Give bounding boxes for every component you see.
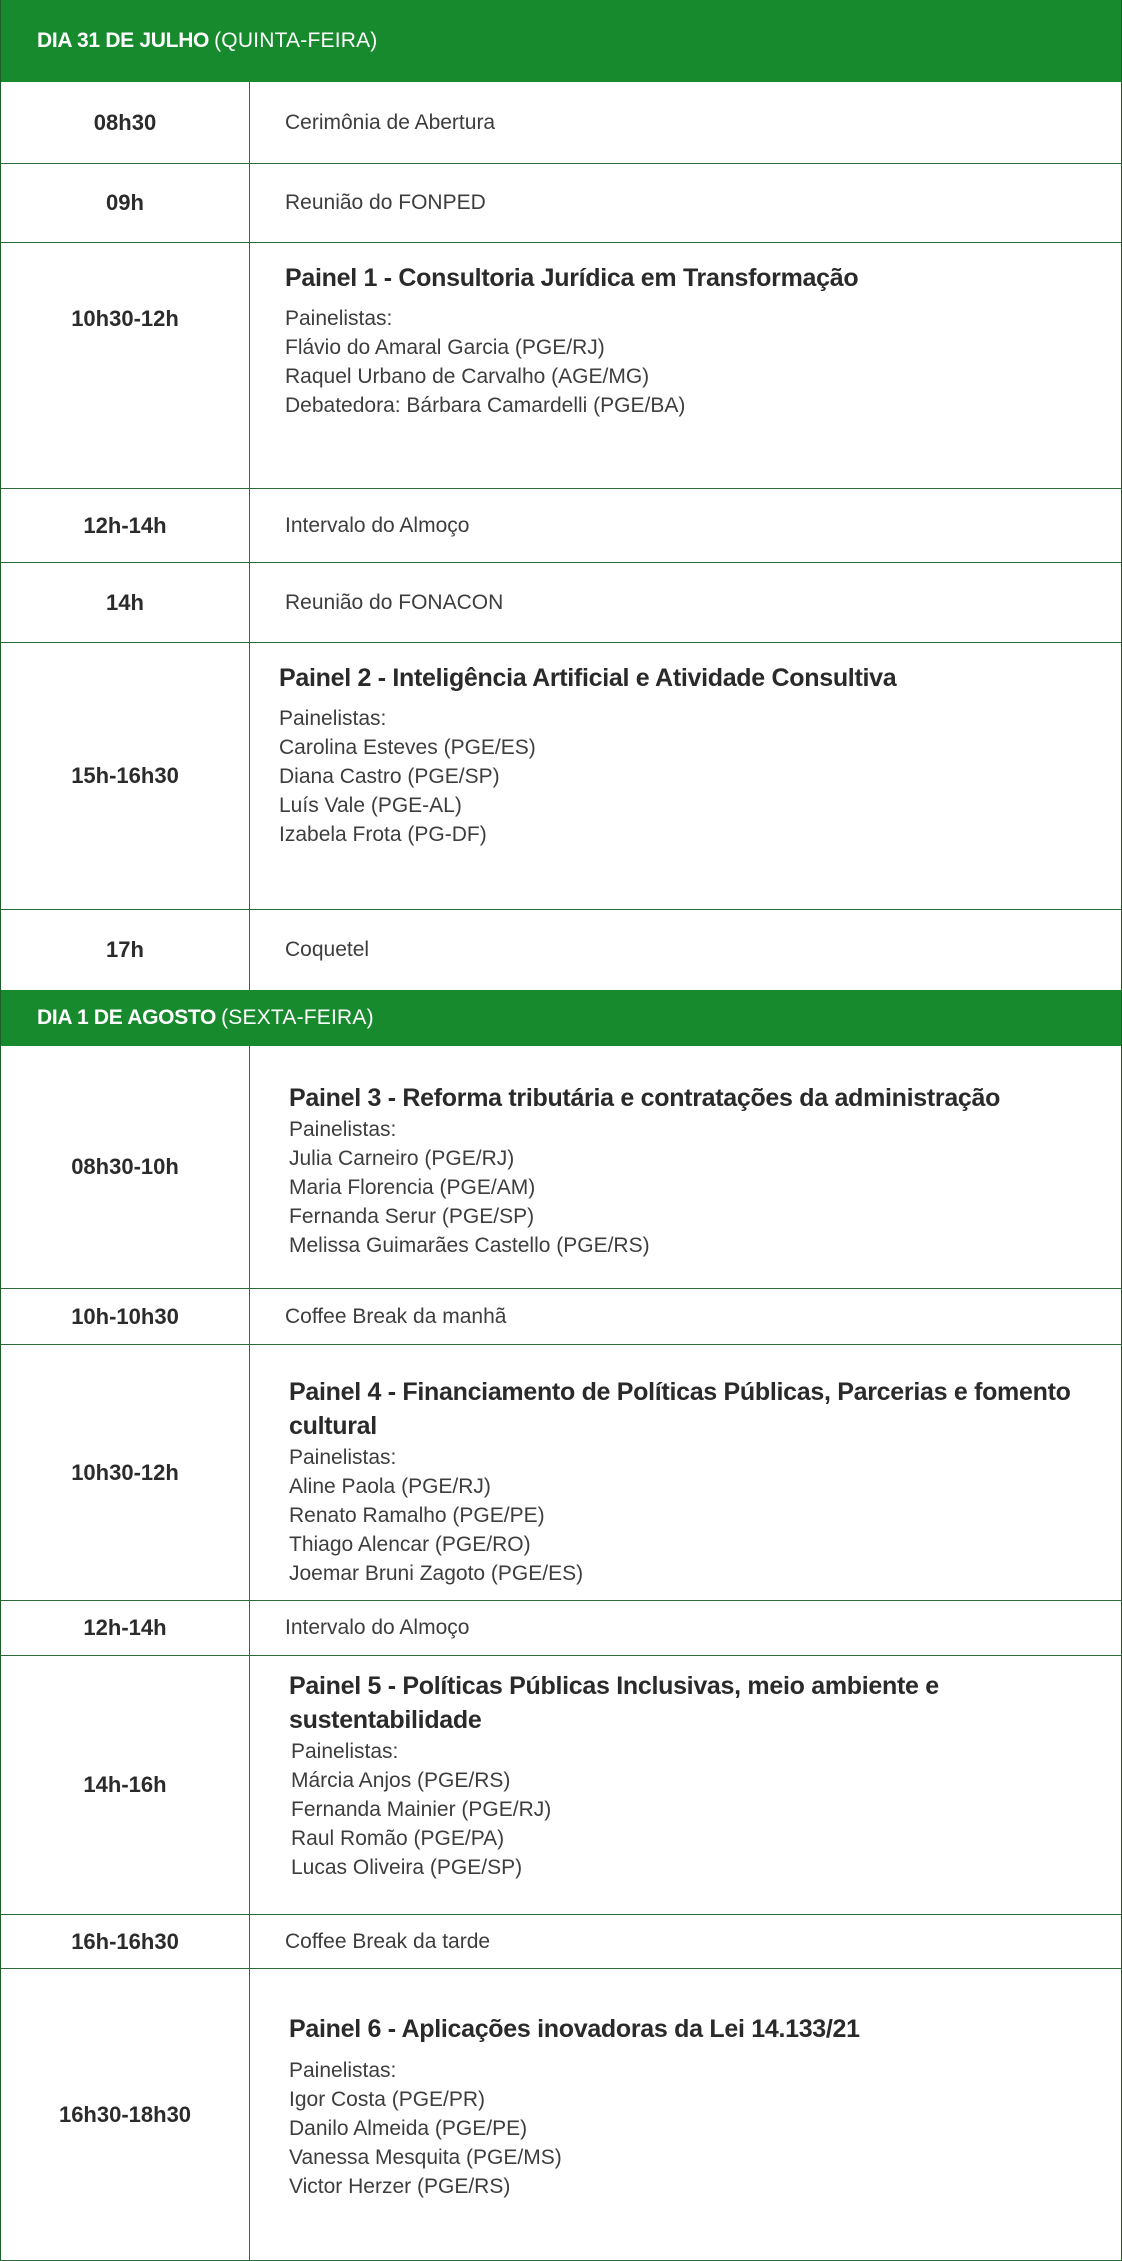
panelist-name: Vanessa Mesquita (PGE/MS) xyxy=(289,2146,562,2169)
panelists-label: Painelistas: xyxy=(285,307,393,330)
panelist-name: Melissa Guimarães Castello (PGE/RS) xyxy=(289,1234,650,1257)
panelist-name: Raquel Urbano de Carvalho (AGE/MG) xyxy=(285,365,650,388)
panelist-name: Thiago Alencar (PGE/RO) xyxy=(289,1533,531,1556)
time-cell: 10h-10h30 xyxy=(1,1289,250,1344)
schedule-row xyxy=(0,1601,1122,1656)
time-cell: 12h-14h xyxy=(1,489,250,562)
time-cell: 10h30-12h xyxy=(1,1345,250,1600)
schedule-row xyxy=(0,563,1122,643)
schedule-row xyxy=(0,1289,1122,1345)
panel-title: Painel 5 - Políticas Públicas Inclusivas, meio ambiente e sustentabilidade xyxy=(289,1672,939,1734)
schedule-row xyxy=(0,243,1122,489)
schedule-row xyxy=(0,164,1122,243)
panelist-name: Lucas Oliveira (PGE/SP) xyxy=(291,1856,523,1879)
time-cell: 10h30-12h xyxy=(1,243,250,488)
activity-cell xyxy=(250,164,1121,242)
panelist-name: Joemar Bruni Zagoto (PGE/ES) xyxy=(289,1562,584,1585)
activity-text: Reunião do FONPED xyxy=(285,191,486,214)
time-cell: 09h xyxy=(1,164,250,242)
schedule-row xyxy=(0,1969,1122,2261)
panel-title: Painel 6 - Aplicações inovadoras da Lei 14.133/21 xyxy=(289,2015,860,2043)
schedule-row xyxy=(0,1345,1122,1601)
day-weekday: (QUINTA-FEIRA) xyxy=(214,29,378,52)
activity-text: Coffee Break da manhã xyxy=(285,1304,507,1328)
panelist-name: Carolina Esteves (PGE/ES) xyxy=(279,736,536,759)
panelist-name: Flávio do Amaral Garcia (PGE/RJ) xyxy=(285,336,605,359)
panelists-label: Painelistas: xyxy=(289,1118,397,1141)
panelist-name: Diana Castro (PGE/SP) xyxy=(279,765,500,788)
time-cell: 12h-14h xyxy=(1,1601,250,1655)
activity-text: Cerimônia de Abertura xyxy=(285,110,496,134)
panelist-name: Fernanda Mainier (PGE/RJ) xyxy=(291,1798,552,1821)
panel-cell xyxy=(250,243,1121,488)
panelist-name: Renato Ramalho (PGE/PE) xyxy=(289,1504,545,1527)
panel-cell xyxy=(250,1969,1121,2260)
schedule-row xyxy=(0,489,1122,563)
time-cell: 15h-16h30 xyxy=(1,643,250,909)
time-cell: 14h xyxy=(1,563,250,642)
schedule-row xyxy=(0,1656,1122,1915)
panelists-label: Painelistas: xyxy=(289,1446,397,1469)
time-cell: 08h30 xyxy=(1,82,250,163)
activity-text: Intervalo do Almoço xyxy=(285,1616,470,1639)
panelist-name: Fernanda Serur (PGE/SP) xyxy=(289,1205,535,1228)
panelists-label: Painelistas: xyxy=(291,1740,399,1763)
panelist-name: Debatedora: Bárbara Camardelli (PGE/BA) xyxy=(285,394,686,417)
panelist-name: Maria Florencia (PGE/AM) xyxy=(289,1176,536,1199)
panelist-name: Raul Romão (PGE/PA) xyxy=(291,1827,505,1850)
panel-title: Painel 2 - Inteligência Artificial e Atividade Consultiva xyxy=(279,664,897,692)
time-cell: 17h xyxy=(1,910,250,990)
activity-cell xyxy=(250,1601,1121,1655)
panelists-label: Painelistas: xyxy=(289,2059,397,2082)
panelist-name: Aline Paola (PGE/RJ) xyxy=(289,1475,491,1498)
schedule-row xyxy=(0,910,1122,990)
day-title: DIA 31 DE JULHO xyxy=(37,29,210,52)
panelist-name: Márcia Anjos (PGE/RS) xyxy=(291,1769,511,1792)
activity-text: Coffee Break da tarde xyxy=(285,1929,491,1953)
activity-cell xyxy=(250,563,1121,642)
activity-text: Intervalo do Almoço xyxy=(285,513,470,537)
panel-cell xyxy=(250,1345,1121,1600)
panel-title: Painel 3 - Reforma tributária e contratações da administração xyxy=(289,1084,1001,1112)
schedule-row xyxy=(0,643,1122,910)
panelist-name: Julia Carneiro (PGE/RJ) xyxy=(289,1147,515,1170)
time-cell: 16h30-18h30 xyxy=(1,1969,250,2260)
day-header-2 xyxy=(0,990,1122,1046)
panelist-name: Victor Herzer (PGE/RS) xyxy=(289,2175,511,2198)
schedule-row xyxy=(0,1046,1122,1289)
schedule-row xyxy=(0,82,1122,164)
panel-cell xyxy=(250,643,1121,909)
activity-cell xyxy=(250,1289,1121,1344)
activity-text: Reunião do FONACON xyxy=(285,590,504,614)
time-cell: 16h-16h30 xyxy=(1,1915,250,1968)
panel-title: Painel 4 - Financiamento de Políticas Públicas, Parcerias e fomento cultural xyxy=(289,1378,1071,1440)
panelist-name: Izabela Frota (PG-DF) xyxy=(279,823,487,846)
panelist-name: Igor Costa (PGE/PR) xyxy=(289,2088,486,2111)
day-title: DIA 1 DE AGOSTO xyxy=(37,1006,217,1029)
activity-cell xyxy=(250,489,1121,562)
panel-cell xyxy=(250,1046,1121,1288)
time-cell: 08h30-10h xyxy=(1,1046,250,1288)
time-cell: 14h-16h xyxy=(1,1656,250,1914)
schedule-row xyxy=(0,1915,1122,1969)
panelist-name: Luís Vale (PGE-AL) xyxy=(279,794,462,817)
panel-title: Painel 1 - Consultoria Jurídica em Transformação xyxy=(285,264,859,292)
panel-cell xyxy=(250,1656,1121,1914)
day-weekday: (SEXTA-FEIRA) xyxy=(221,1006,374,1029)
panelists-label: Painelistas: xyxy=(279,707,387,730)
activity-cell xyxy=(250,82,1121,163)
activity-cell xyxy=(250,1915,1121,1968)
activity-text: Coquetel xyxy=(285,938,370,961)
day-header-1 xyxy=(0,0,1122,82)
panelist-name: Danilo Almeida (PGE/PE) xyxy=(289,2117,528,2140)
activity-cell xyxy=(250,910,1121,990)
